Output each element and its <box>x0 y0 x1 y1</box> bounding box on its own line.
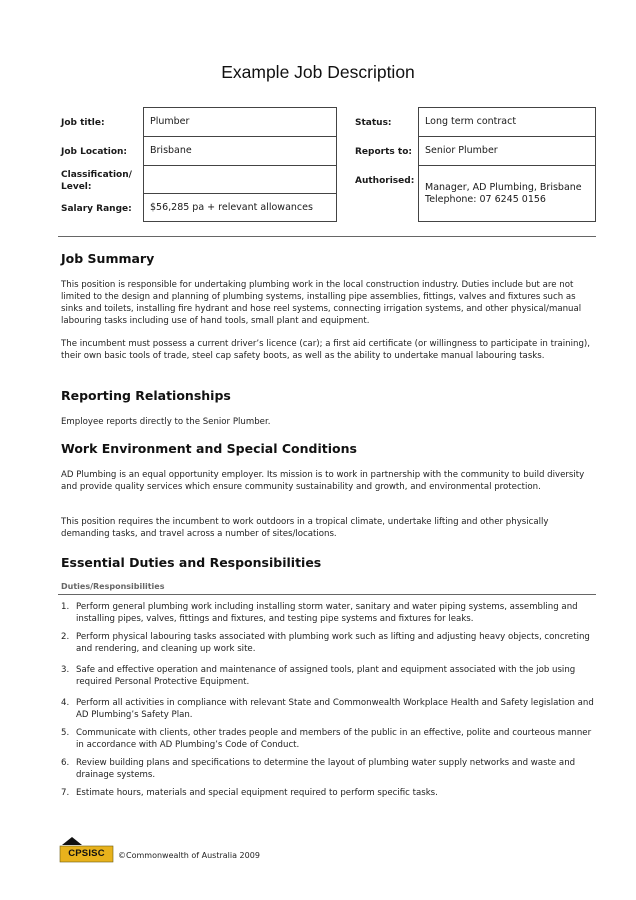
job-title-label: Job title: <box>61 118 105 128</box>
authorised-value-line1: Manager, AD Plumbing, Brisbane <box>425 182 582 193</box>
divider <box>143 165 337 166</box>
duty-text: Estimate hours, materials and special equipment required to perform specific tasks. <box>76 788 438 798</box>
divider <box>143 136 337 137</box>
duty-text: Perform physical labouring tasks associated with plumbing work such as lifting and adjusting heavy objects, concreting and rendering, and cleaning up work site. <box>76 632 590 654</box>
duty-number: 2. <box>61 632 70 642</box>
status-label: Status: <box>355 118 392 128</box>
duty-text: Perform all activities in compliance with relevant State and Commonwealth Workplace Health and Safety legislation and AD Plumbing’s Safety Plan. <box>76 698 594 720</box>
duty-number: 5. <box>61 728 70 738</box>
job-summary-paragraph-2: The incumbent must possess a current driver’s licence (car); a first aid certificate (or willingness to participate in training), their own basic tools of trade, steel cap safety boots, as well as the ability to undertake manual labouring tasks. <box>61 339 590 361</box>
reports-to-label: Reports to: <box>355 147 412 157</box>
cpsisc-logo-text: CPSISC <box>68 848 105 859</box>
reporting-heading: Reporting Relationships <box>61 388 231 403</box>
reports-to-value: Senior Plumber <box>425 145 498 156</box>
job-location-label: Job Location: <box>61 147 128 157</box>
status-value: Long term contract <box>425 116 517 127</box>
duty-text: Perform general plumbing work including installing storm water, sanitary and water piping systems, assembling and installing pipes, valves, fittings and fixtures, and testing pipe systems and fixtures for leaks. <box>76 602 578 624</box>
job-location-value: Brisbane <box>150 145 192 156</box>
work-environment-paragraph-1: AD Plumbing is an equal opportunity employer. Its mission is to work in partnership with the community to build diversity and provide quality services which ensure community sustainability and growth, and environmental protection. <box>61 470 585 492</box>
duty-number: 7. <box>61 788 70 798</box>
salary-range-label: Salary Range: <box>61 204 132 214</box>
copyright-text: ©Commonwealth of Australia 2009 <box>118 851 260 860</box>
reporting-paragraph: Employee reports directly to the Senior Plumber. <box>61 417 271 427</box>
job-summary-heading: Job Summary <box>61 251 155 266</box>
salary-range-value: $56,285 pa + relevant allowances <box>150 202 313 213</box>
page-title: Example Job Description <box>221 62 415 82</box>
duties-rule <box>58 594 596 595</box>
work-environment-heading: Work Environment and Special Conditions <box>61 441 357 456</box>
duty-text: Communicate with clients, other trades people and members of the public in an effective, polite and courteous manner in accordance with AD Plumbing’s Code of Conduct. <box>76 728 592 750</box>
duty-number: 3. <box>61 665 70 675</box>
divider <box>418 136 596 137</box>
authorised-value-line2: Telephone: 07 6245 0156 <box>425 194 546 205</box>
classification-label: Classification/ Level: <box>61 170 132 192</box>
divider <box>143 193 337 194</box>
duties-subheading: Duties/Responsibilities <box>61 582 165 591</box>
job-summary-paragraph-1: This position is responsible for undertaking plumbing work in the local construction industry. Duties include but are not limited to the design and planning of plumbing systems, installing pipe assemblies, fittings, valves and fixtures such as sinks and toilets, installing fire hydrant and hose reel systems, connecting irrigation systems, and other physical/manual labouring tasks including use of hand tools, small plant and equipment. <box>61 280 582 326</box>
work-environment-paragraph-2: This position requires the incumbent to work outdoors in a tropical climate, undertake lifting and other physically demanding tasks, and travel across a number of sites/locations. <box>61 517 549 539</box>
section-divider <box>58 236 596 237</box>
authorised-label: Authorised: <box>355 176 415 186</box>
divider <box>418 165 596 166</box>
job-title-value: Plumber <box>150 116 190 127</box>
duty-number: 4. <box>61 698 70 708</box>
duty-text: Safe and effective operation and maintenance of assigned tools, plant and equipment associated with the job using required Personal Protective Equipment. <box>76 665 576 687</box>
duties-heading: Essential Duties and Responsibilities <box>61 555 322 570</box>
duty-number: 6. <box>61 758 70 768</box>
duty-text: Review building plans and specifications to determine the layout of plumbing water supply networks and waste and drainage systems. <box>76 758 576 780</box>
duty-number: 1. <box>61 602 70 612</box>
